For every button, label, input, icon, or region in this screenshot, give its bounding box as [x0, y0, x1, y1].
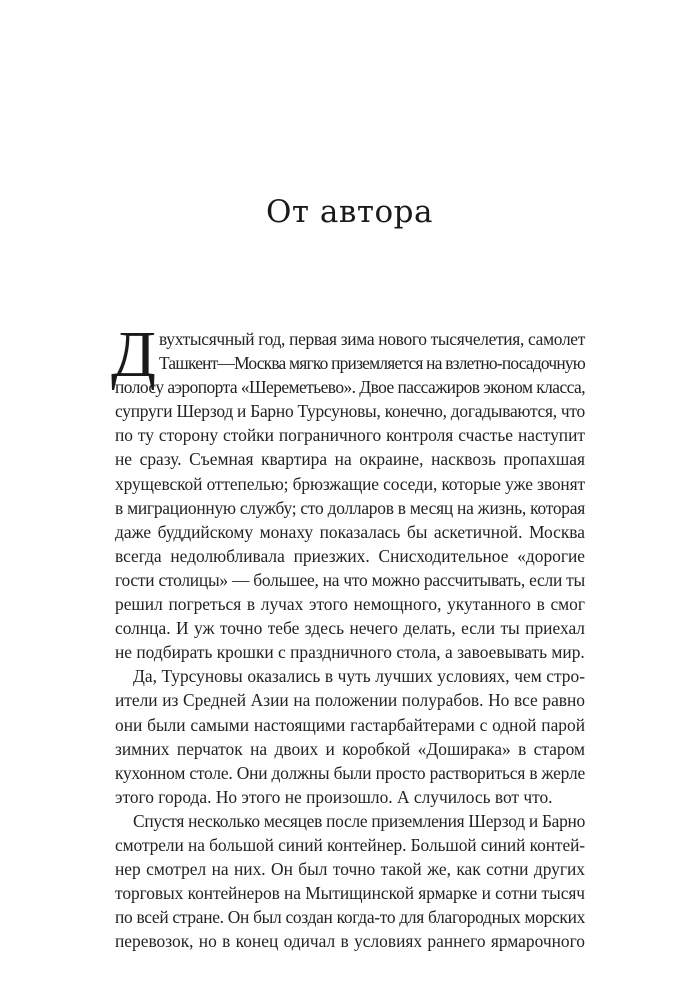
- paragraph-1-line-12: решил погреться в лучах этого немощного, укутанного в смог: [115, 594, 585, 615]
- drop-cap-letter: Д: [111, 318, 157, 391]
- paragraph-3-line-4: торговых контейнеров на Мытищинской ярмарке и сотни тысяч: [115, 883, 585, 904]
- paragraph-2-line-4: зимних перчаток на двоих и коробкой «Доширака» в старом: [115, 738, 585, 759]
- chapter-body: [111, 318, 586, 953]
- paragraph-2-line-1: Да, Турсуновы оказались в чуть лучших условиях, чем стро-: [133, 666, 585, 687]
- paragraph-1-line-13: солнца. И уж точно тебе здесь нечего делать, если ты приехал: [115, 618, 585, 639]
- paragraph-2-line-3: они были самыми настоящими гастарбайтерами с одной парой: [115, 714, 585, 735]
- paragraph-3-line-6: перевозок, но в конец одичал в условиях раннего ярмарочного: [115, 931, 585, 952]
- paragraph-1-line-4: супруги Шерзод и Барно Турсуновы, конечно, догадываются, что: [115, 401, 586, 422]
- paragraph-1-line-7: хрущевской оттепелью; брюзжащие соседи, которые уже звонят: [115, 473, 586, 494]
- paragraph-2-line-6: этого города. Но этого не произошло. А случилось вот что.: [115, 786, 553, 807]
- paragraph-2-line-5: кухонном столе. Они должны были просто раствориться в жерле: [115, 762, 585, 783]
- paragraph-1-line-5: по ту сторону стойки пограничного контроля счастье наступит: [115, 425, 585, 446]
- paragraph-3-line-2: смотрели на большой синий контейнер. Большой синий контей-: [115, 834, 586, 855]
- paragraph-3-line-1: Спустя несколько месяцев после приземления Шерзод и Барно: [133, 810, 586, 831]
- paragraph-1-line-3: полосу аэропорта «Шереметьево». Двое пассажиров эконом класса,: [115, 377, 585, 398]
- paragraph-2-line-2: ители из Средней Азии на положении полурабов. Но все равно: [115, 690, 585, 711]
- paragraph-1-line-9: даже буддийскому монаху показалась бы аскетичной. Москва: [115, 521, 585, 542]
- paragraph-1-line-1: вухтысячный год, первая зима нового тысячелетия, самолет: [159, 329, 586, 349]
- paragraph-1-line-11: гости столицы» — большее, на что можно рассчитывать, если ты: [115, 569, 585, 590]
- paragraph-1-line-8: в миграционную службу; сто долларов в месяц на жизнь, которая: [115, 497, 585, 518]
- paragraph-3-line-5: по всей стране. Он был создан когда-то для благородных морских: [115, 907, 586, 928]
- paragraph-1-line-6: не сразу. Съемная квартира на окраине, насквозь пропахшая: [115, 449, 585, 470]
- paragraph-1-line-14: не подбирать крошки с праздничного стола, а завоевывать мир.: [115, 642, 585, 663]
- paragraph-3-line-3: нер смотрел на них. Он был точно такой же, как сотни других: [115, 859, 585, 880]
- paragraph-1-line-2: Ташкент—Москва мягко приземляется на взлетно-посадочную: [159, 353, 586, 374]
- paragraph-1-line-10: всегда недолюбливала приезжих. Снисходительное «дорогие: [115, 545, 585, 566]
- chapter-title: От автора: [266, 194, 433, 230]
